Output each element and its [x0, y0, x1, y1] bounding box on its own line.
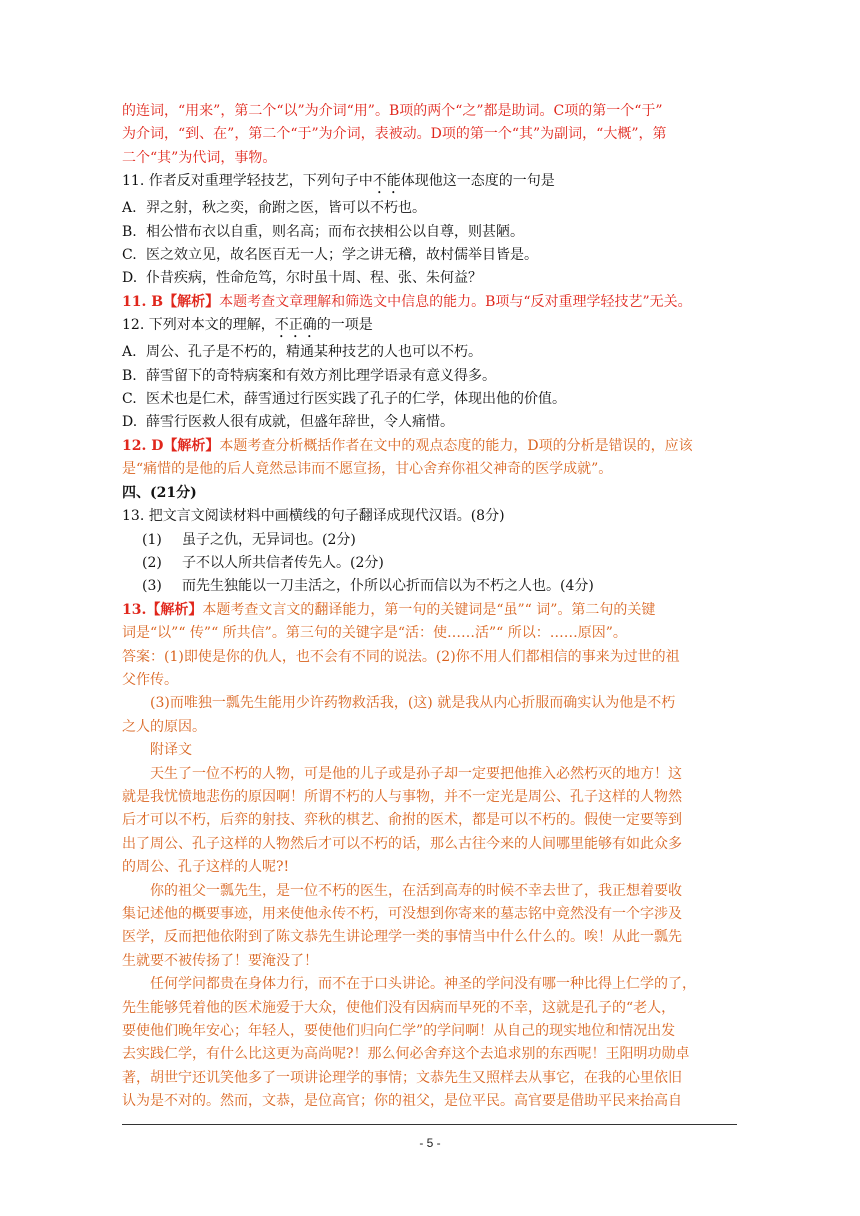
option-text: 医术也是仁术，薛雪通过行医实践了孔子的仁学，体现出他的价值。 — [146, 391, 566, 408]
q11-stem-part-b: 体现他这一态度的一句是 — [400, 173, 555, 190]
item-text: 子不以人所共信者传先人。(2分) — [182, 554, 384, 571]
translation-p2-line-4: 生就要不被传扬了！要淹没了！ — [122, 952, 318, 969]
q13-answer-line-3: 答案：(1)即使是你的仇人，也不会有不同的说法。(2)你不用人们都相信的事来为过世的祖 — [122, 648, 680, 665]
q11-option-b — [122, 221, 740, 244]
analysis-line-2: 为介词，“到、在”，第二个“于”为介词，表被动。D项的第一个“其”为副词，“大概”，第 — [122, 126, 667, 143]
q11-option-d — [122, 267, 740, 290]
option-text: 相公惜布衣以自重，则名高；而布衣挟相公以自尊，则甚陋。 — [146, 223, 524, 240]
q12-option-a — [122, 341, 740, 364]
q11-option-a — [122, 197, 740, 220]
q12-stem-part-a: 12. 下列对本文的理解， — [122, 317, 275, 334]
q12-answer-line-2: 是“痛惜的是他的后人竟然忌讳而不愿宣扬，甘心舍弃你祖父神奇的医学成就”。 — [122, 461, 613, 478]
translation-p2-line-3: 医学，反而把他依附到了陈文恭先生讲论理学一类的事情当中什么什么的。唉！从此一瓢先 — [122, 929, 682, 946]
item-number: (2) — [142, 554, 162, 571]
translation-title: 附译文 — [150, 742, 192, 759]
option-label: A. — [122, 200, 137, 217]
item-text: 虽子之仇，无异词也。(2分) — [182, 531, 356, 548]
q13-item-2 — [122, 552, 740, 575]
option-label: B. — [122, 223, 137, 240]
analysis-line-3: 二个“其”为代词，事物。 — [122, 149, 277, 166]
q11-stem — [122, 170, 740, 197]
page-content — [122, 100, 740, 1114]
q13-answer-line-6: 之人的原因。 — [122, 718, 206, 735]
option-label: B. — [122, 367, 137, 384]
q11-stem-part-a: 11. 作者反对重理学轻技艺，下列句子中 — [122, 173, 373, 190]
item-text: 而先生独能以一刀圭活之，仆所以心折而信以为不朽之人也。(4分) — [182, 578, 594, 595]
option-label: D. — [122, 270, 138, 287]
q13-answer-head: 13.【解析】 — [122, 601, 203, 618]
translation-p3-line-4: 去实践仁学，有什么比这更为高尚呢?！那么何必舍弃这个去追求别的东西呢！王阳明功勋卓 — [122, 1046, 690, 1063]
q12-option-c — [122, 388, 740, 411]
q13-item-1 — [122, 529, 740, 552]
option-label: A. — [122, 344, 137, 361]
q12-answer-line-1 — [122, 435, 740, 458]
option-text: 薛雪行医救人很有成就，但盛年辞世，令人痛惜。 — [146, 414, 454, 431]
option-text: 医之效立见，故名医百无一人；学之讲无稽，故村儒举目皆是。 — [146, 247, 538, 264]
translation-p1-line-5: 的周公、孔子这样的人呢?! — [122, 859, 290, 876]
q12-stem-emphasis: 不正确 — [274, 317, 317, 334]
option-text: 周公、孔子是不朽的，精通某种技艺的人也可以不朽。 — [146, 344, 482, 361]
analysis-line-1: 的连词，“用来”，第二个“以”为介词“用”。B项的两个“之”都是助词。C项的第一个“于” — [122, 103, 663, 119]
option-text: 羿之射，秋之奕，俞跗之医，皆可以不朽也。 — [146, 200, 426, 217]
item-number: (3) — [142, 578, 162, 595]
q12-option-d — [122, 411, 740, 434]
translation-p3-line-5: 著，胡世宁还讥笑他多了一项讲论理学的事情；文恭先生又照样去从事它，在我的心里依旧 — [122, 1069, 682, 1086]
q12-stem-part-b: 的一项是 — [316, 317, 373, 334]
q13-answer-line-5: (3)而唯独一瓢先生能用少许药物救活我，(这) 就是我从内心折服而确实认为他是不朽 — [150, 695, 676, 712]
option-label: C. — [122, 391, 137, 408]
option-text: 仆昔疾病，性命危笃，尔时虽十周、程、张、朱何益？ — [146, 270, 482, 287]
translation-p1-line-3: 后才可以不朽，后弈的射技、弈秋的棋艺、俞拊的医术，都是可以不朽的。假使一定要等到 — [122, 812, 682, 829]
q13-answer-text: 本题考查文言文的翻译能力，第一句的关键词是“虽”“ 词”。第二句的关键 — [202, 601, 656, 618]
q13-answer-line-4: 父作传。 — [122, 671, 178, 688]
translation-p2-line-1: 你的祖父一瓢先生，是一位不朽的医生，在活到高寿的时候不幸去世了，我正想着要收 — [150, 882, 682, 899]
q11-stem-emphasis: 不能 — [372, 173, 401, 190]
q11-option-c — [122, 244, 740, 267]
translation-p2-line-2: 集记述他的概要事迹，用来使他永传不朽，可没想到你寄来的墓志铭中竟然没有一个字涉及 — [122, 906, 682, 922]
translation-p3-line-6: 认为是不对的。然而，文恭，是位高官；你的祖父，是位平民。高官要是借助平民来抬高自 — [122, 1093, 682, 1110]
translation-p3-line-2: 先生能够凭着他的医术施爱于大众，使他们没有因病而早死的不幸，这就是孔子的“老人， — [122, 999, 676, 1016]
q11-answer-body: 本题考查文章理解和筛选文中信息的能力。B项与“反对重理学轻技艺”无关。 — [219, 293, 692, 310]
translation-p3-line-3: 要使他们晚年安心；年轻人，要使他们归向仁学”的学问啊！从自己的现实地位和情况出发 — [122, 1023, 676, 1040]
q11-answer — [122, 291, 740, 314]
q12-answer-head: 12. D【解析】 — [122, 437, 220, 454]
q13-answer-line-1 — [122, 599, 740, 622]
option-text: 薛雪留下的奇特病案和有效方剂比理学语录有意义得多。 — [146, 367, 496, 384]
translation-p1-line-2: 就是我忧愤地悲伤的原因啊！所谓不朽的人与事物，并不一定光是周公、孔子这样的人物然 — [122, 788, 682, 805]
footer-divider — [122, 1124, 737, 1125]
q12-stem — [122, 314, 740, 341]
q13-item-3 — [122, 575, 740, 598]
q12-option-b — [122, 365, 740, 388]
q13-answer-line-2: 词是“以”“ 传”“ 所共信”。第三句的关键字是“活：使……活”“ 所以：……原因”。 — [122, 625, 627, 642]
translation-p3-line-1: 任何学问都贵在身体力行，而不在于口头讲论。神圣的学问没有哪一种比得上仁学的了， — [150, 976, 696, 993]
q12-answer-body: 本题考查分析概括作者在文中的观点态度的能力，D项的分析是错误的，应该 — [219, 437, 693, 454]
option-label: C. — [122, 247, 137, 264]
q11-answer-head: 11. B【解析】 — [122, 293, 220, 310]
option-label: D. — [122, 414, 138, 431]
translation-p1-line-4: 出了周公、孔子这样的人物然后才可以不朽的话，那么古往今来的人间哪里能够有如此众多 — [122, 835, 682, 852]
section-heading: 四、(21分) — [122, 484, 197, 501]
item-number: (1) — [142, 531, 162, 548]
page-number: - 5 - — [419, 1136, 441, 1150]
q13-stem: 13. 把文言文阅读材料中画横线的句子翻译成现代汉语。(8分) — [122, 508, 505, 525]
translation-p1-line-1: 天生了一位不朽的人物，可是他的儿子或是孙子却一定要把他推入必然朽灭的地方！这 — [150, 765, 682, 782]
